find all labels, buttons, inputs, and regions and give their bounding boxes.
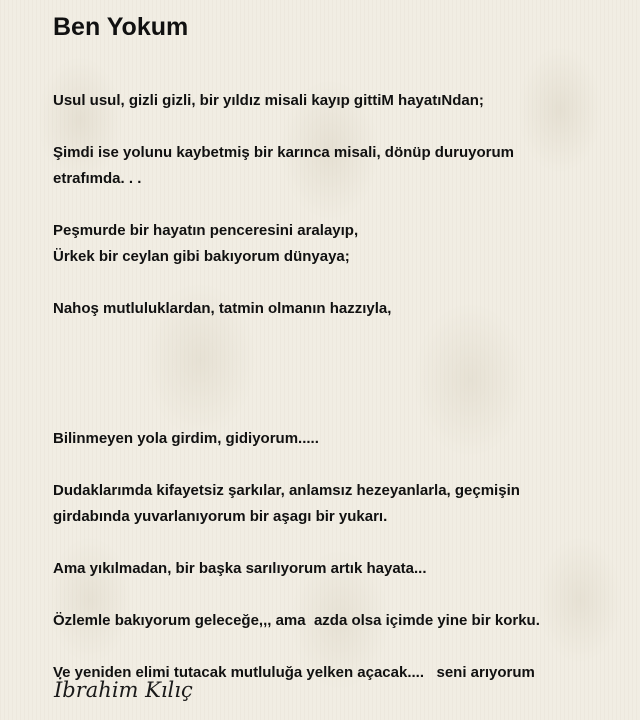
poem-line: Dudaklarımda kifayetsiz şarkılar, anlamsız hezeyanlarla, geçmişin [53,482,520,499]
poem-line: Özlemle bakıyorum geleceğe,,, ama azda olsa içimde yine bir korku. [53,612,540,629]
poem-line: Ve yeniden elimi tutacak mutluluğa yelken açacak.... seni arıyorum [53,664,535,681]
poem-line: Şimdi ise yolunu kaybetmiş bir karınca misali, dönüp duruyorum [53,144,514,161]
stanza-8 [53,608,623,634]
stanza-1 [53,88,623,114]
stanza-4 [53,296,623,322]
poem-line: Peşmurde bir hayatın penceresini aralayıp, [53,222,359,239]
poem-line: Nahoş mutluluklardan, tatmin olmanın hazzıyla, [53,300,392,317]
stanza-gap [53,348,623,426]
poem-line: Ama yıkılmadan, bir başka sarılıyorum artık hayata... [53,560,427,577]
stanza-6 [53,478,623,530]
poem-line: Usul usul, gizli gizli, bir yıldız misali kayıp gittiM hayatıNdan; [53,92,484,109]
poem-line: girdabında yuvarlanıyorum bir aşagı bir yukarı. [53,508,388,525]
poem-container [53,0,623,712]
poem-title: Ben Yokum [53,13,189,41]
stanza-7 [53,556,623,582]
stanza-3 [53,218,623,270]
author-signature: İbrahim Kılıç [54,678,193,702]
poem-line: etrafımda. . . [53,170,142,187]
poem-line: Ürkek bir ceylan gibi bakıyorum dünyaya; [53,248,350,265]
stanza-2 [53,140,623,192]
poem-body [53,88,623,686]
poem-line: Bilinmeyen yola girdim, gidiyorum..... [53,430,319,447]
stanza-5 [53,426,623,452]
